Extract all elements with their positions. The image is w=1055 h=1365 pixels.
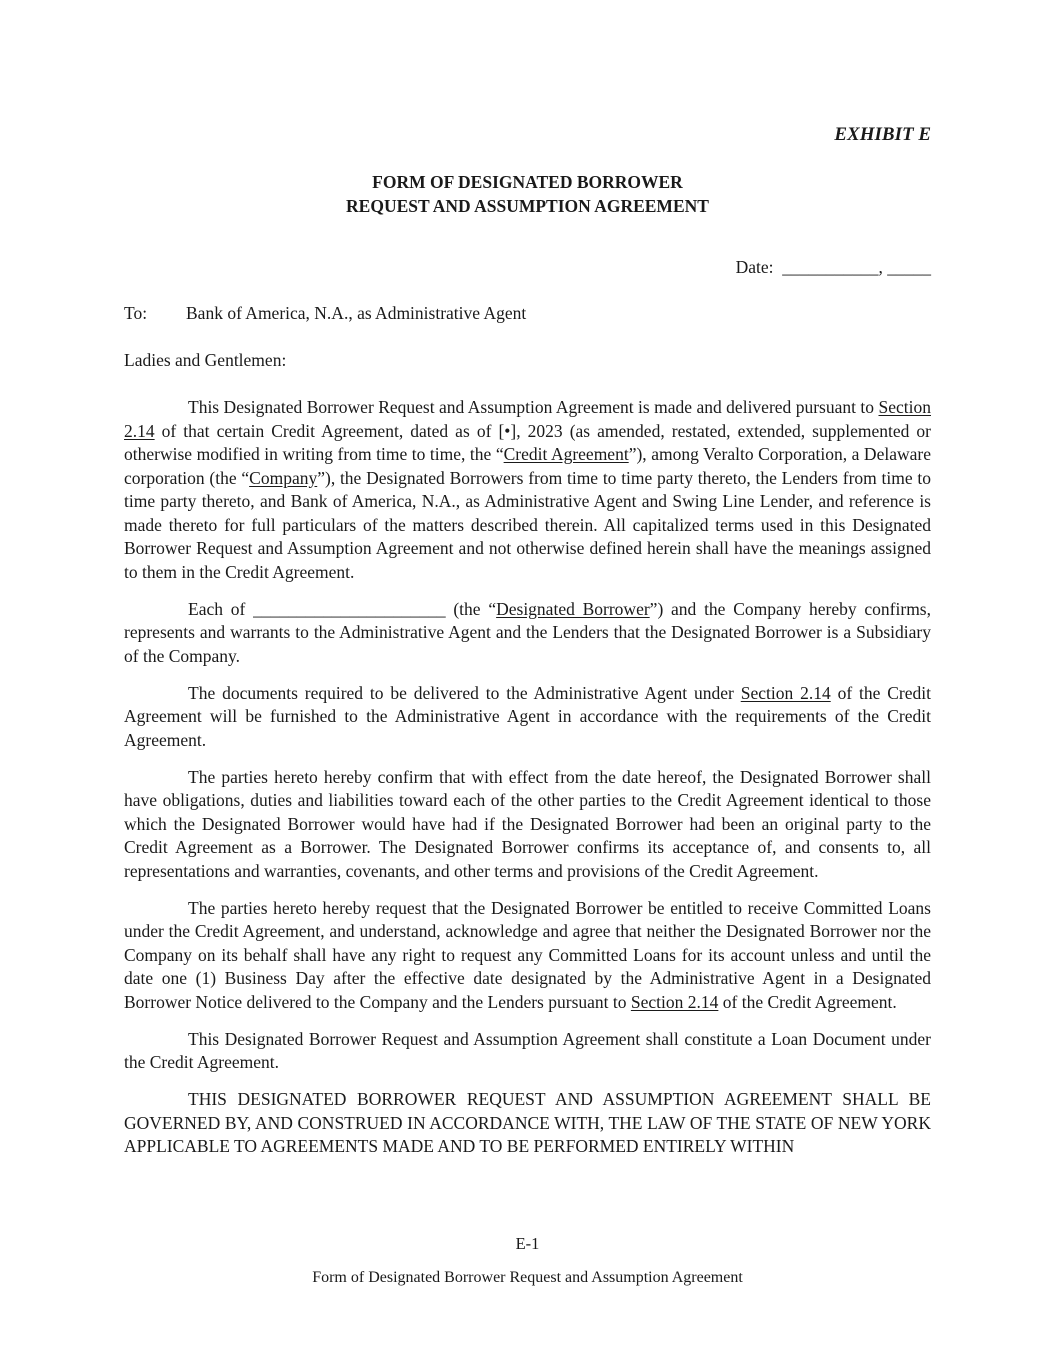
date-blank-month-day: ___________ <box>782 257 879 277</box>
p7-text-1: THIS DESIGNATED BORROWER REQUEST AND ASSUMPTION AGREEMENT SHALL BE GOVERNED BY, AND CONSTRUED IN ACCORDANCE WITH, THE LAW OF THE STATE OF NEW YORK APPLICABLE TO AGREEMENTS MADE AND TO BE PERFORMED ENTIRELY WITHIN <box>124 1089 931 1156</box>
section-reference: Section 2.14 <box>630 991 719 1012</box>
title-line-1: FORM OF DESIGNATED BORROWER <box>372 172 683 192</box>
p2-text-1: Each of <box>188 598 254 619</box>
p1-text-1: This Designated Borrower Request and Assumption Agreement is made and delivered pursuant to <box>188 397 879 417</box>
p5-text-1: The parties hereto hereby request that the Designated Borrower be entitled to receive Committed Loans under the Credit Agreement, and understand, acknowledge and agree that neither the Designated Borrower nor the Company on its behalf shall have any right to request any Committed Loans for its account unless and until the date one (1) Business Day after the effective date designated by the Administrative Agent in a Designated Borrower Notice delivered to the Company and the Lenders pursuant to <box>124 897 931 1012</box>
section-reference: Section 2.14 <box>740 682 831 703</box>
exhibit-label: EXHIBIT E <box>834 124 931 145</box>
p5-text-2: of the Credit Agreement. <box>718 991 897 1012</box>
defined-term-designated-borrower: Designated Borrower <box>496 598 650 619</box>
p1-text-3: ”), among Veralto Corporation, a Delaware corporation (the “ <box>124 444 931 488</box>
paragraph-7-governing-law <box>124 1088 931 1159</box>
borrower-name-blank: ______________________ <box>253 598 446 619</box>
paragraph-6 <box>124 1028 931 1075</box>
title-line-2: REQUEST AND ASSUMPTION AGREEMENT <box>346 195 709 216</box>
addressee-line <box>124 302 526 326</box>
document-title <box>0 171 1055 218</box>
p6-text-1: This Designated Borrower Request and Assumption Agreement shall constitute a Loan Document under the Credit Agreement. <box>124 1028 931 1072</box>
p1-text-2: of that certain Credit Agreement, dated as of [•], 2023 (as amended, restated, extended, supplemented or otherwise modified in writing from time to time, the “ <box>124 420 931 464</box>
p3-text-2: of the Credit Agreement will be furnished to the Administrative Agent in accordance with the requirements of the Credit Agreement. <box>124 682 931 750</box>
document-body <box>124 396 931 1159</box>
date-line <box>736 256 931 280</box>
p2-text-3: ”) and the Company hereby confirms, represents and warrants to the Administrative Agent and the Lenders that the Designated Borrower is a Subsidiary of the Company. <box>124 598 931 666</box>
paragraph-3 <box>124 682 931 753</box>
date-blank-year: _____ <box>887 257 931 277</box>
p1-text-4: ”), the Designated Borrowers from time to time party thereto, the Lenders from time to time party thereto, and Bank of America, N.A., as Administrative Agent and Swing Line Lender, and reference is made thereto for full particulars of the matters described therein. All capitalized terms used in this Designated Borrower Request and Assumption Agreement and not otherwise defined herein shall have the meanings assigned to them in the Credit Agreement. <box>124 467 931 582</box>
date-separator: , <box>878 257 883 277</box>
paragraph-2 <box>124 598 931 669</box>
addressee-value: Bank of America, N.A., as Administrative Agent <box>186 303 527 323</box>
paragraph-5 <box>124 897 931 1015</box>
p3-text-1: The documents required to be delivered to the Administrative Agent under <box>188 682 741 703</box>
p4-text-1: The parties hereto hereby confirm that with effect from the date hereof, the Designated Borrower shall have obligations, duties and liabilities toward each of the other parties to the Credit Agreement identical to those which the Designated Borrower would have had if the Designated Borrower had been an original party to the Credit Agreement as a Borrower. The Designated Borrower confirms its acceptance of, and consents to, all representations and warranties, covenants, and other terms and provisions of the Credit Agreement. <box>124 766 931 881</box>
paragraph-4 <box>124 766 931 884</box>
paragraph-1 <box>124 396 931 584</box>
p2-text-2: (the “ <box>445 598 497 619</box>
defined-term-credit-agreement: Credit Agreement <box>503 444 629 464</box>
salutation: Ladies and Gentlemen: <box>124 350 287 370</box>
date-label: Date: <box>735 257 774 277</box>
page-number: E-1 <box>515 1234 540 1253</box>
section-reference: Section 2.14 <box>124 397 931 441</box>
defined-term-company: Company <box>249 467 318 488</box>
footer-form-title: Form of Designated Borrower Request and Assumption Agreement <box>312 1269 743 1286</box>
addressee-label: To: <box>124 303 148 323</box>
